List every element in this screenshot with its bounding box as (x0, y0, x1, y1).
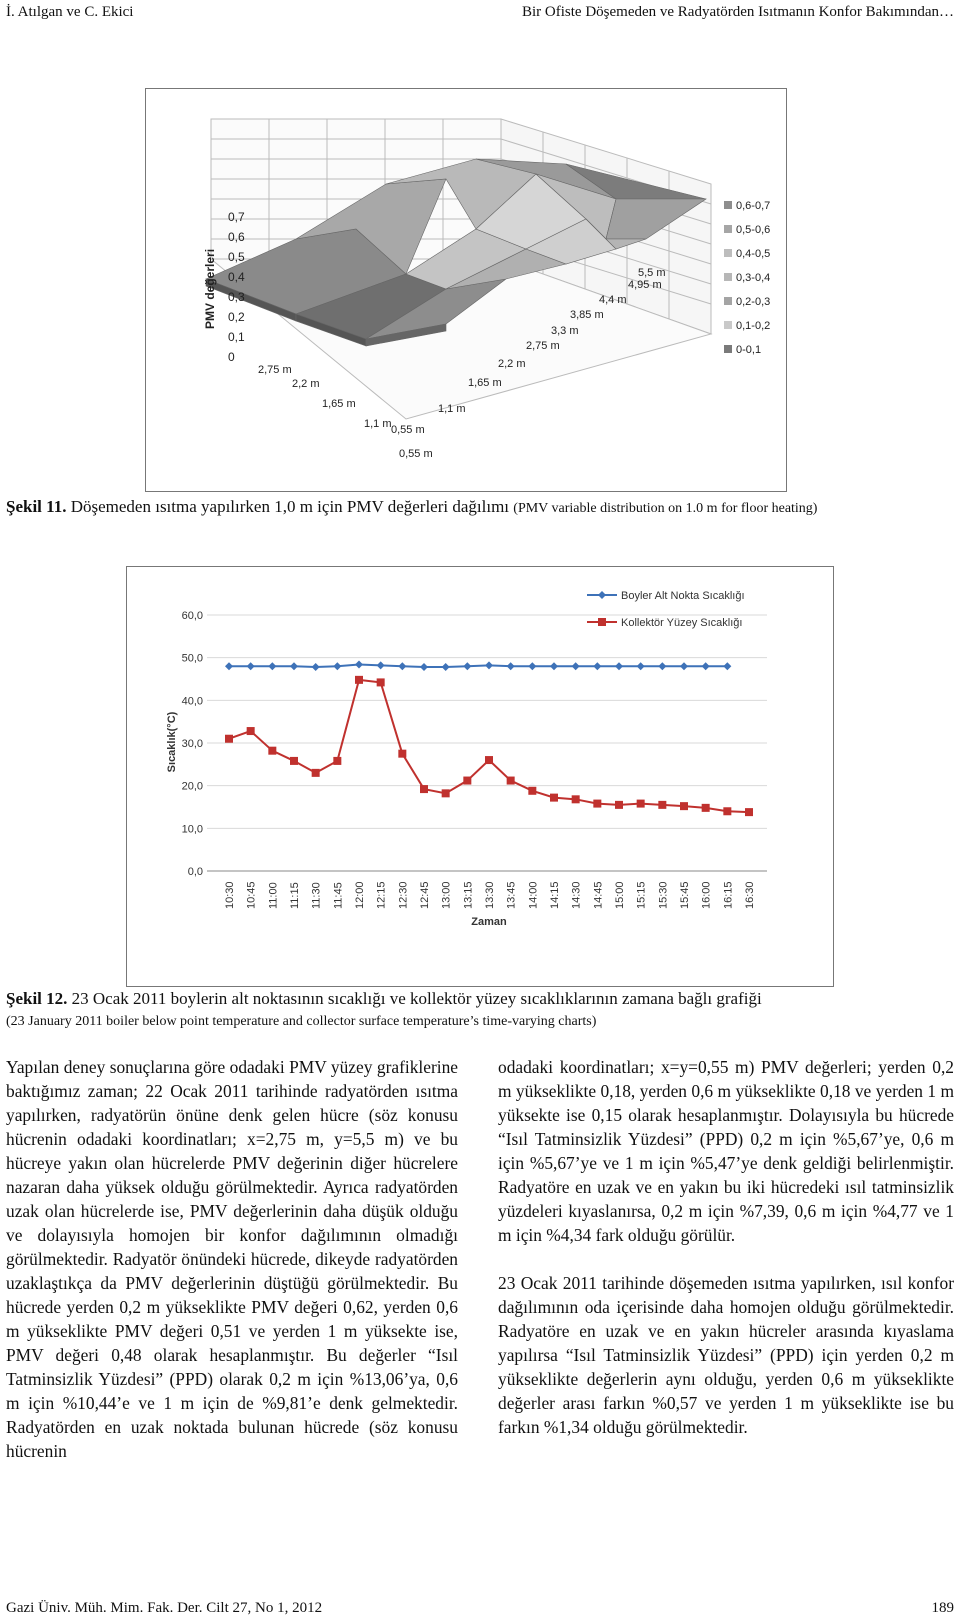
x-tick-label: 4,4 m (599, 294, 627, 306)
data-point (723, 662, 731, 670)
y-tick-label: 0,55 m (399, 448, 433, 460)
data-point (637, 800, 645, 808)
figure-1-surface-chart (145, 88, 787, 492)
line-chart-svg (127, 567, 833, 986)
z-tick-label: 0 (228, 350, 235, 364)
y-tick-label: 20,0 (181, 780, 203, 793)
data-point (247, 662, 255, 670)
data-point (312, 769, 320, 777)
y-tick-label: 1,65 m (322, 398, 356, 410)
legend-swatch (724, 225, 732, 233)
y-tick-label: 60,0 (181, 610, 203, 622)
x-tick-label: 10:45 (245, 881, 258, 909)
legend-swatch (724, 201, 732, 209)
data-point (615, 801, 623, 809)
x-tick-label: 15:00 (614, 881, 626, 909)
x-tick-label: 12:00 (354, 881, 366, 909)
z-tick-label: 0,1 (228, 330, 245, 344)
legend-swatch (724, 345, 732, 353)
legend-label: 0,6-0,7 (736, 200, 771, 212)
legend-label: Kollektör Yüzey Sıcaklığı (621, 617, 743, 629)
x-tick-label: 4,95 m (628, 279, 662, 291)
data-point (507, 777, 515, 785)
legend-swatch (724, 249, 732, 257)
data-point (680, 662, 688, 670)
data-point (658, 662, 666, 670)
figure-2-label: Şekil 12. (6, 989, 68, 1008)
legend-swatch (724, 273, 732, 281)
z-axis-label: PMV değerleri (203, 248, 217, 329)
surface-chart-svg (146, 89, 786, 491)
y-tick-label: 50,0 (181, 652, 203, 665)
x-tick-label: 2,2 m (498, 358, 526, 370)
figure-2-caption-en: (23 January 2011 boiler below point temperature and collector surface temperature’s time-varying charts) (6, 1014, 597, 1029)
legend-marker (598, 591, 606, 599)
y-tick-label: 40,0 (181, 695, 203, 708)
figure-2-caption (6, 988, 954, 1032)
data-point (355, 676, 363, 684)
legend-swatch (724, 297, 732, 305)
x-tick-label: 14:15 (549, 881, 561, 909)
x-tick-label: 14:45 (592, 881, 605, 909)
data-point (268, 747, 276, 755)
x-tick-label: 16:00 (700, 881, 713, 909)
figure-1-caption-en: (PMV variable distribution on 1.0 m for floor heating) (513, 501, 818, 516)
data-point (247, 727, 255, 735)
data-point (268, 662, 276, 670)
body-paragraph: odadaki koordinatları; x=y=0,55 m) PMV değerleri; yerden 0,2 m yükseklikte 0,18, yerden 0,6 m yükseklikte 0,18 ve yerden 1 m yüksekte ise 0,15 olarak hesaplanmıştır. Dolayısıyla bu hücrede “Isıl Tatminsizlik Yüzdesi” (PPD) 0,2 m için %5,67’ye, 0,6 m için %5,67’ye ve 1 m için %5,47’ye denk geldiği belirlenmiştir. Radyatöre en uzak ve en yakın bu iki hücredeki ısıl tatminsizlik yüzdeleri kıyaslanırsa, 0,2 m için %7,39, 0,6 m için %4,77 ve 1 m için %4,34 fark olduğu görülür. (498, 1057, 954, 1245)
x-tick-label: 14:30 (570, 881, 583, 909)
data-point (420, 785, 428, 793)
data-point (420, 663, 428, 671)
x-axis-label: Zaman (471, 916, 507, 928)
x-tick-label: 1,65 m (468, 377, 502, 389)
z-tick-label: 0,4 (228, 270, 245, 284)
x-tick-label: 13:15 (462, 881, 475, 909)
data-point (377, 678, 385, 686)
data-point (593, 662, 601, 670)
x-tick-label: 11:45 (332, 882, 345, 909)
data-point (572, 795, 580, 803)
legend-swatch (724, 321, 732, 329)
figure-1-caption-tr: Döşemeden ısıtma yapılırken 1,0 m için PMV değerleri dağılımı (66, 497, 514, 516)
x-tick-label: 12:30 (397, 881, 410, 909)
y-tick-label: 2,2 m (292, 378, 320, 390)
data-point (702, 804, 710, 812)
data-point (485, 756, 493, 764)
body-paragraph: 23 Ocak 2011 tarihinde döşemeden ısıtma yapılırken, ısıl konfor dağılımının oda içerisinde daha homojen olduğu görülmektedir. Radyatöre en uzak ve en yakın hücreler arasında kıyaslama yapılırsa “Isıl Tatminsizlik Yüzdesi” (PPD) için yerden 0,2 m yükseklikte değerlerin aynı olduğu, yerden 0,6 m yükseklikte değerler arası farkın %0,57 ve yerden 1 m yükseklikte ise bu farkın %1,34 olduğu görülmektedir. (498, 1273, 954, 1437)
legend-label: Boyler Alt Nokta Sıcaklığı (621, 590, 745, 602)
data-point (723, 807, 731, 815)
legend-label: 0,2-0,3 (736, 296, 771, 308)
x-tick-label: 1,1 m (438, 403, 466, 415)
data-point (225, 662, 233, 670)
x-tick-label: 3,85 m (570, 309, 604, 321)
legend-label: 0,5-0,6 (736, 224, 771, 236)
series-line (229, 680, 749, 812)
series-line (229, 664, 727, 667)
data-point (398, 750, 406, 758)
data-point (745, 808, 753, 816)
x-tick-label: 13:00 (440, 881, 453, 909)
x-tick-label: 16:15 (722, 881, 735, 909)
data-point (463, 777, 471, 785)
figure-1-caption (6, 496, 954, 519)
data-point (702, 662, 710, 670)
running-footer (6, 1600, 954, 1620)
header-authors: İ. Atılgan ve C. Ekici (6, 4, 134, 20)
x-tick-label: 3,3 m (551, 325, 579, 337)
x-tick-label: 11:00 (267, 882, 280, 909)
x-tick-label: 12:15 (375, 881, 388, 909)
x-tick-label: 11:30 (310, 882, 323, 909)
y-tick-label: 1,1 m (364, 418, 392, 430)
x-tick-label: 15:15 (635, 881, 648, 909)
data-point (658, 801, 666, 809)
data-point (528, 787, 536, 795)
data-point (442, 663, 450, 671)
legend-marker (598, 618, 606, 626)
y-tick-label: 30,0 (181, 738, 203, 750)
x-tick-label: 16:30 (744, 881, 756, 909)
legend-label: 0,4-0,5 (736, 248, 771, 260)
data-point (333, 662, 341, 670)
data-point (290, 757, 298, 765)
z-tick-label: 0,2 (228, 310, 245, 324)
body-left-column (6, 1055, 458, 1463)
x-tick-label: 2,75 m (526, 340, 560, 352)
y-tick-label: 0,0 (187, 866, 203, 878)
z-tick-label: 0,5 (228, 250, 245, 264)
data-point (333, 757, 341, 765)
x-tick-label: 12:45 (419, 881, 431, 909)
figure-2-caption-tr: 23 Ocak 2011 boylerin alt noktasının sıcaklığı ve kollektör yüzey sıcaklıklarının zamana bağlı grafiği (67, 989, 762, 1008)
x-tick-label: 5,5 m (638, 267, 666, 279)
data-point (442, 789, 450, 797)
y-tick-label: 2,75 m (258, 364, 292, 376)
data-point (680, 802, 688, 810)
data-point (398, 662, 406, 670)
legend-label: 0,3-0,4 (736, 272, 771, 284)
x-tick-label: 13:45 (505, 881, 518, 909)
data-point (528, 662, 536, 670)
body-paragraph: Yapılan deney sonuçlarına göre odadaki PMV yüzey grafiklerine baktığımız zaman; 22 Ocak 2011 tarihinde radyatörden ısıtma yapılırken, radyatörün önüne denk gelen hücre (söz konusu hücrenin odadaki koordinatları; x=2,75 m, y=5,5 m) ve bu hücreye yakın olan hücrelerde PMV değerinin diğer hücrelere nazaran daha yüksek olduğu görülmektedir. Ayrıca radyatörden uzak olan hücrelerde ise, PMV değerlerinin daha düşük olduğu ve dolayısıyla homojen bir konfor dağılımının olmadığı görülmektedir. Radyatör önündeki hücrede, dikeyde radyatörden uzaklaştıkça da PMV değerlerinin düştüğü görülmektedir. Bu hücrede yerden 0,2 m yükseklikte PMV değeri 0,62, yerden 0,6 m yükseklikte PMV değeri 0,51 ve yerden 1 m yüksekte ise, PMV değeri 0,48 olarak hesaplanmıştır. Bu değerler “Isıl Tatminsizlik Yüzdesi” (PPD) olarak 0,2 m için %13,06’ya, 0,6 m için %10,44’e ve 1 m için de %9,81’e denk gelmektedir. Radyatörden en uzak noktada bulunan hücrede (söz konusu hücrenin (6, 1057, 458, 1461)
figure-2-line-chart (126, 566, 834, 987)
data-point (637, 662, 645, 670)
data-point (572, 662, 580, 670)
figure-1-label: Şekil 11. (6, 497, 67, 516)
x-tick-label: 13:30 (484, 881, 496, 909)
body-right-column (498, 1055, 954, 1439)
legend-label: 0-0,1 (736, 344, 762, 356)
x-tick-label: 15:30 (657, 881, 670, 909)
y-tick-label: 10,0 (181, 823, 203, 836)
x-tick-label: 0,55 m (391, 424, 425, 436)
running-header (6, 4, 954, 26)
data-point (463, 662, 471, 670)
data-point (507, 662, 515, 670)
data-point (312, 663, 320, 671)
y-axis-label: Sıcaklık(°C) (166, 711, 178, 773)
data-point (550, 794, 558, 802)
data-point (290, 662, 298, 670)
z-tick-label: 0,3 (228, 290, 245, 304)
x-tick-label: 10:30 (224, 881, 236, 909)
x-tick-label: 11:15 (289, 882, 301, 909)
data-point (615, 662, 623, 670)
data-point (485, 661, 493, 669)
data-point (377, 661, 385, 669)
legend-label: 0,1-0,2 (736, 320, 771, 332)
data-point (355, 660, 363, 668)
x-tick-label: 15:45 (679, 881, 691, 909)
data-point (593, 800, 601, 808)
footer-journal: Gazi Üniv. Müh. Mim. Fak. Der. Cilt 27, No 1, 2012 (6, 1600, 323, 1616)
page-number: 189 (931, 1600, 954, 1616)
z-tick-label: 0,7 (228, 210, 245, 224)
surface-legend (724, 200, 770, 356)
x-tick-label: 14:00 (527, 881, 540, 909)
z-tick-label: 0,6 (228, 230, 245, 244)
data-point (225, 735, 233, 743)
data-point (550, 662, 558, 670)
header-title: Bir Ofiste Döşemeden ve Radyatörden Isıtmanın Konfor Bakımından… (522, 4, 954, 20)
